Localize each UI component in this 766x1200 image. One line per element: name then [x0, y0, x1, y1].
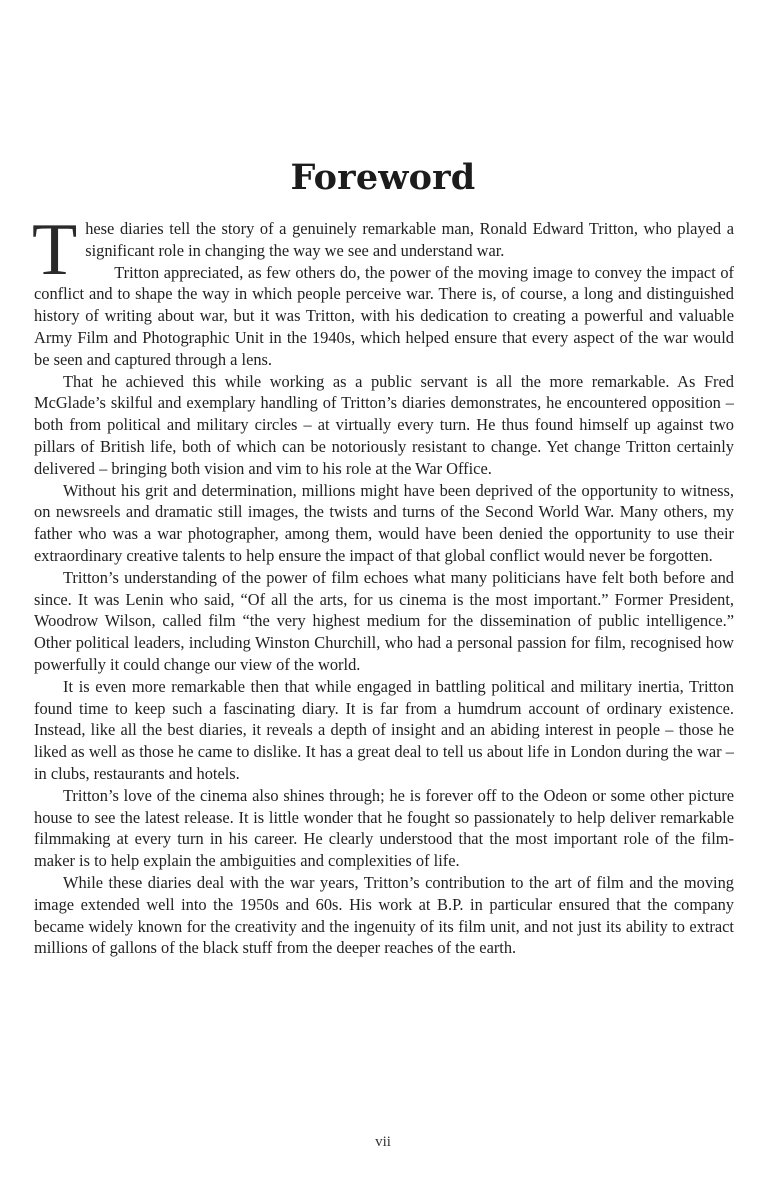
page-title: Foreword	[290, 157, 476, 198]
paragraph-2: Tritton appreciated, as few others do, the power of the moving image to convey the impact of conflict and to shape the way in which people perceive war. There is, of course, a long and distinguished history of writing about war, but it was Tritton, with his dedication to creating a powerful and valuable Army Film and Photographic Unit in the 1940s, which helped ensure that every aspect of the war would be seen and captured through a lens.	[34, 262, 734, 369]
paragraph-6: It is even more remarkable then that while engaged in battling political and military inertia, Tritton found time to keep such a fascinating diary. It is far from a humdrum account of ordinary existence. Instead, like all the best diaries, it reveals a depth of insight and an abiding interest in people – those he liked as well as those he came to dislike. It has a great deal to tell us about life in London during the war – in clubs, restaurants and hotels.	[34, 676, 734, 783]
paragraph-7: Tritton’s love of the cinema also shines through; he is forever off to the Odeon or some other picture house to see the latest release. It is little wonder that he fought so passionately to help deliver remarkable filmmaking at every turn in his career. He clearly understood that the most important role of the film-maker is to help explain the ambiguities and complexities of life.	[34, 785, 734, 871]
paragraph-1-text: hese diaries tell the story of a genuinely remarkable man, Ronald Edward Tritton, who played a significant role in changing the way we see and understand war.	[85, 219, 734, 260]
paragraph-1	[32, 209, 734, 291]
paragraph-5: Tritton’s understanding of the power of film echoes what many politicians have felt both before and since. It was Lenin who said, “Of all the arts, for us cinema is the most important.” Former President, Woodrow Wilson, called film “the very highest medium for the dissemination of public intelligence.” Other political leaders, including Winston Churchill, who had a personal passion for film, recognised how powerfully it could change our view of the world.	[34, 567, 734, 674]
paragraph-3: That he achieved this while working as a public servant is all the more remarkable. As Fred McGlade’s skilful and exemplary handling of Tritton’s diaries demonstrates, he encountered opposition – both from political and military circles – at virtually every turn. He thus found himself up against two pillars of British life, both of which can be notoriously resistant to change. Yet change Tritton certainly delivered – bringing both vision and vim to his role at the War Office.	[34, 371, 734, 478]
drop-cap: T	[32, 209, 78, 291]
foreword-body	[32, 209, 734, 959]
paragraph-8: While these diaries deal with the war years, Tritton’s contribution to the art of film and the moving image extended well into the 1950s and 60s. His work at B.P. in particular ensured that the company became widely known for the creativity and the ingenuity of its film unit, and not just its ability to extract millions of gallons of the black stuff from the deeper reaches of the earth.	[34, 872, 734, 958]
paragraph-4: Without his grit and determination, millions might have been deprived of the opportunity to witness, on newsreels and dramatic still images, the twists and turns of the Second World War. Many others, my father who was a war photographer, among them, would have been denied the opportunity to use their extraordinary creative talents to help ensure the impact of that global conflict would never be forgotten.	[34, 480, 734, 565]
page-number: vii	[375, 1134, 391, 1150]
